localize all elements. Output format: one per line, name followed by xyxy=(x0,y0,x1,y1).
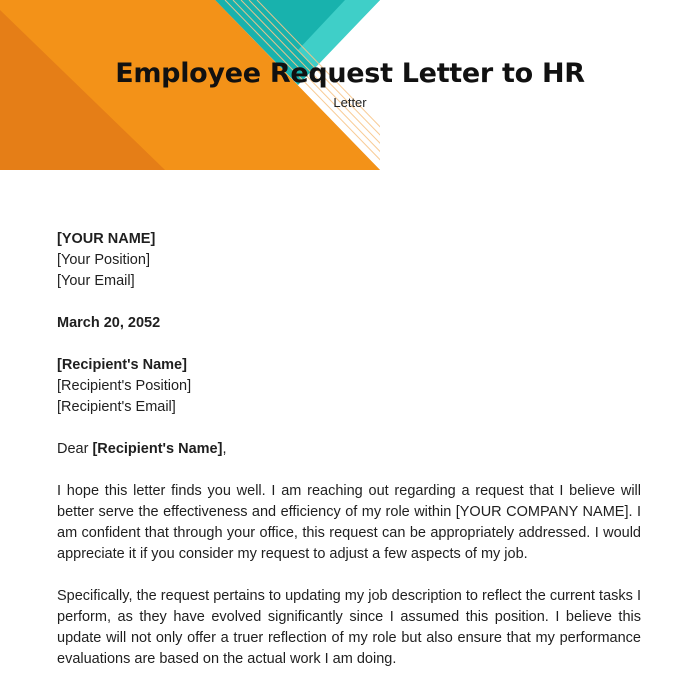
salutation-suffix: , xyxy=(222,441,227,457)
date-block xyxy=(57,313,641,334)
recipient-position: [Recipient's Position] xyxy=(57,378,192,394)
sender-position: [Your Position] xyxy=(57,252,150,268)
letter-date: March 20, 2052 xyxy=(57,315,161,331)
body-paragraph-2: Specifically, the request pertains to updating my job description to reflect the current tasks I perform, as they have evolved significantly since I assumed this position. I believe this update will not only offer a truer reflection of my role but also ensure that my performance evaluations are based on the actual work I am doing. xyxy=(57,588,641,667)
body-paragraph-1: I hope this letter finds you well. I am reaching out regarding a request that I believe will better serve the effectiveness and efficiency of my role within [YOUR COMPANY NAME]. I am confident that through your office, this request can be appropriately addressed. I would appreciate it if you consider my request to adjust a few aspects of my job. xyxy=(57,483,641,562)
page-subtitle: Letter xyxy=(333,95,367,110)
sender-email: [Your Email] xyxy=(57,273,135,289)
recipient-name: [Recipient's Name] xyxy=(57,357,187,373)
salutation-name: [Recipient's Name] xyxy=(92,441,223,457)
recipient-email: [Recipient's Email] xyxy=(57,399,176,415)
sender-block xyxy=(57,229,641,292)
salutation xyxy=(57,439,641,460)
salutation-prefix: Dear xyxy=(57,441,93,457)
letter-body xyxy=(57,229,641,691)
sender-name: [YOUR NAME] xyxy=(57,231,156,247)
page-title: Employee Request Letter to HR xyxy=(115,58,585,89)
recipient-block xyxy=(57,355,641,418)
